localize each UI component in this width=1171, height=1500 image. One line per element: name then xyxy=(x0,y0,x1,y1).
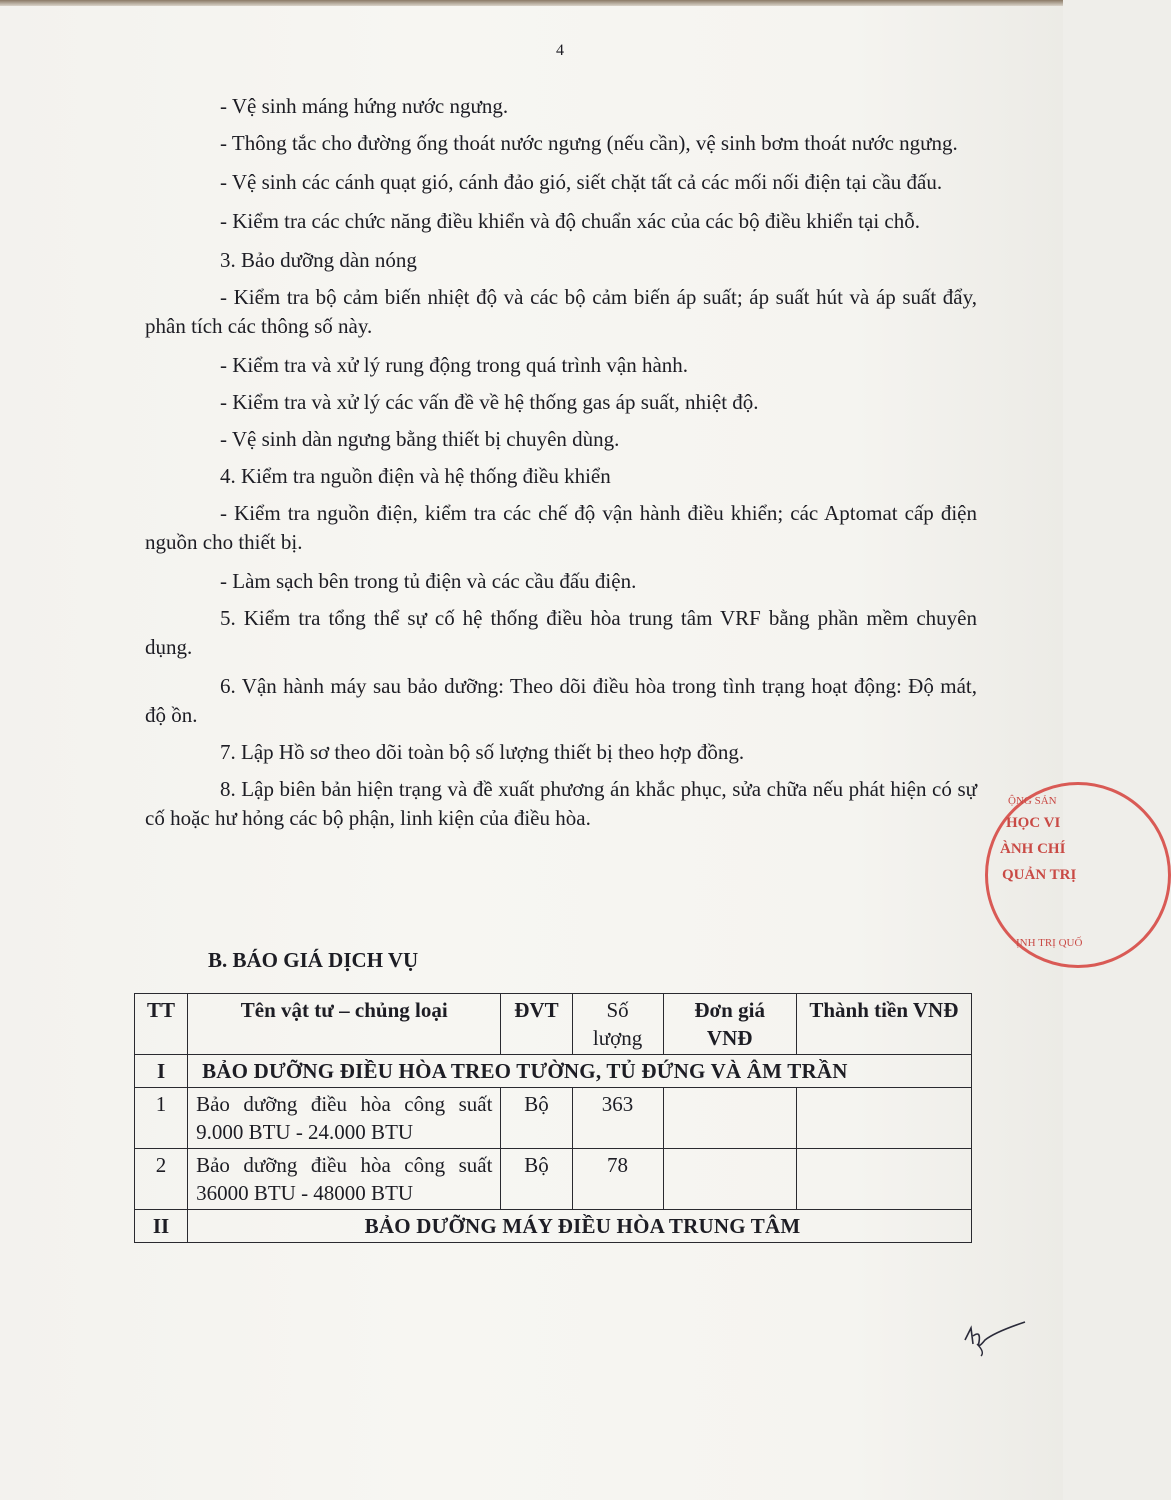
row-item-name: Bảo dưỡng điều hòa công suất 9.000 BTU - 24.000 BTU xyxy=(188,1088,501,1149)
subheading: 8. Lập biên bản hiện trạng và đề xuất phương án khắc phục, sửa chữa nếu phát hiện có sự cố hoặc hư hỏng các bộ phận, linh kiện của điều hòa. xyxy=(145,777,977,830)
table-header-row xyxy=(135,994,972,1055)
header-name: Tên vật tư – chủng loại xyxy=(188,994,501,1055)
row-quantity: 78 xyxy=(572,1149,663,1210)
subheading: 5. Kiểm tra tổng thể sự cố hệ thống điều hòa trung tâm VRF bằng phần mềm chuyên dụng. xyxy=(145,606,977,659)
table-group-row xyxy=(135,1055,972,1088)
paragraph: - Kiểm tra và xử lý các vấn đề về hệ thống gas áp suất, nhiệt độ. xyxy=(220,390,759,414)
paragraph: - Vệ sinh dàn ngưng bằng thiết bị chuyên dùng. xyxy=(220,427,620,451)
header-quantity: Số lượng xyxy=(572,994,663,1055)
price-quote-table xyxy=(134,993,972,1243)
stamp-text: ỘNG SẢN xyxy=(1008,795,1057,807)
header-tt: TT xyxy=(135,994,188,1055)
row-item-name: Bảo dưỡng điều hòa công suất 36000 BTU - 48000 BTU xyxy=(188,1149,501,1210)
paragraph: - Thông tắc cho đường ống thoát nước ngưng (nếu cần), vệ sinh bơm thoát nước ngưng. xyxy=(220,131,958,155)
body-text xyxy=(145,92,977,843)
paragraph: - Làm sạch bên trong tủ điện và các cầu đấu điện. xyxy=(220,569,637,593)
subheading: 4. Kiểm tra nguồn điện và hệ thống điều khiển xyxy=(220,464,611,488)
table-row xyxy=(135,1088,972,1149)
row-unit-price xyxy=(663,1149,796,1210)
group-title: BẢO DƯỠNG ĐIỀU HÒA TREO TƯỜNG, TỦ ĐỨNG VÀ ÂM TRẦN xyxy=(188,1055,972,1088)
row-total xyxy=(796,1149,971,1210)
row-total xyxy=(796,1088,971,1149)
table-group-row xyxy=(135,1210,972,1243)
stamp-text: QUẢN TRỊ xyxy=(1002,867,1077,883)
page-number: 4 xyxy=(556,42,564,59)
header-unit: ĐVT xyxy=(501,994,572,1055)
group-number: II xyxy=(135,1210,188,1243)
group-number: I xyxy=(135,1055,188,1088)
stamp-text: HỌC VI xyxy=(1006,815,1061,831)
subheading: 7. Lập Hồ sơ theo dõi toàn bộ số lượng thiết bị theo hợp đồng. xyxy=(220,740,745,764)
row-number: 1 xyxy=(135,1088,188,1149)
red-seal-stamp xyxy=(985,782,1171,968)
stamp-text: ÀNH CHÍ xyxy=(1000,841,1066,857)
paragraph: - Kiểm tra và xử lý rung động trong quá trình vận hành. xyxy=(220,353,689,377)
paragraph: - Kiểm tra bộ cảm biến nhiệt độ và các bộ cảm biến áp suất; áp suất hút và áp suất đẩy, phân tích các thông số này. xyxy=(145,285,977,338)
table-row xyxy=(135,1149,972,1210)
paragraph: - Vệ sinh các cánh quạt gió, cánh đảo gió, siết chặt tất cả các mối nối điện tại cầu đấu. xyxy=(220,170,943,194)
row-number: 2 xyxy=(135,1149,188,1210)
row-unit: Bộ xyxy=(501,1149,572,1210)
subheading: 6. Vận hành máy sau bảo dưỡng: Theo dõi điều hòa trong tình trạng hoạt động: Độ mát, độ ồn. xyxy=(145,674,977,727)
stamp-text: ỊNH TRỊ QUỐ xyxy=(1016,937,1083,949)
header-total: Thành tiền VNĐ xyxy=(796,994,971,1055)
row-quantity: 363 xyxy=(572,1088,663,1149)
paragraph: - Vệ sinh máng hứng nước ngưng. xyxy=(220,94,509,118)
paragraph: - Kiểm tra nguồn điện, kiểm tra các chế độ vận hành điều khiển; các Aptomat cấp điện nguồn cho thiết bị. xyxy=(145,501,977,554)
section-title: B. BÁO GIÁ DỊCH VỤ xyxy=(208,948,419,972)
signature-icon xyxy=(955,1318,1030,1358)
row-unit: Bộ xyxy=(501,1088,572,1149)
subheading: 3. Bảo dưỡng dàn nóng xyxy=(220,248,417,272)
paragraph: - Kiểm tra các chức năng điều khiển và độ chuẩn xác của các bộ điều khiển tại chỗ. xyxy=(220,209,920,233)
header-unit-price: Đơn giá VNĐ xyxy=(663,994,796,1055)
group-title: BẢO DƯỠNG MÁY ĐIỀU HÒA TRUNG TÂM xyxy=(188,1210,972,1243)
row-unit-price xyxy=(663,1088,796,1149)
scan-edge xyxy=(0,0,1063,6)
